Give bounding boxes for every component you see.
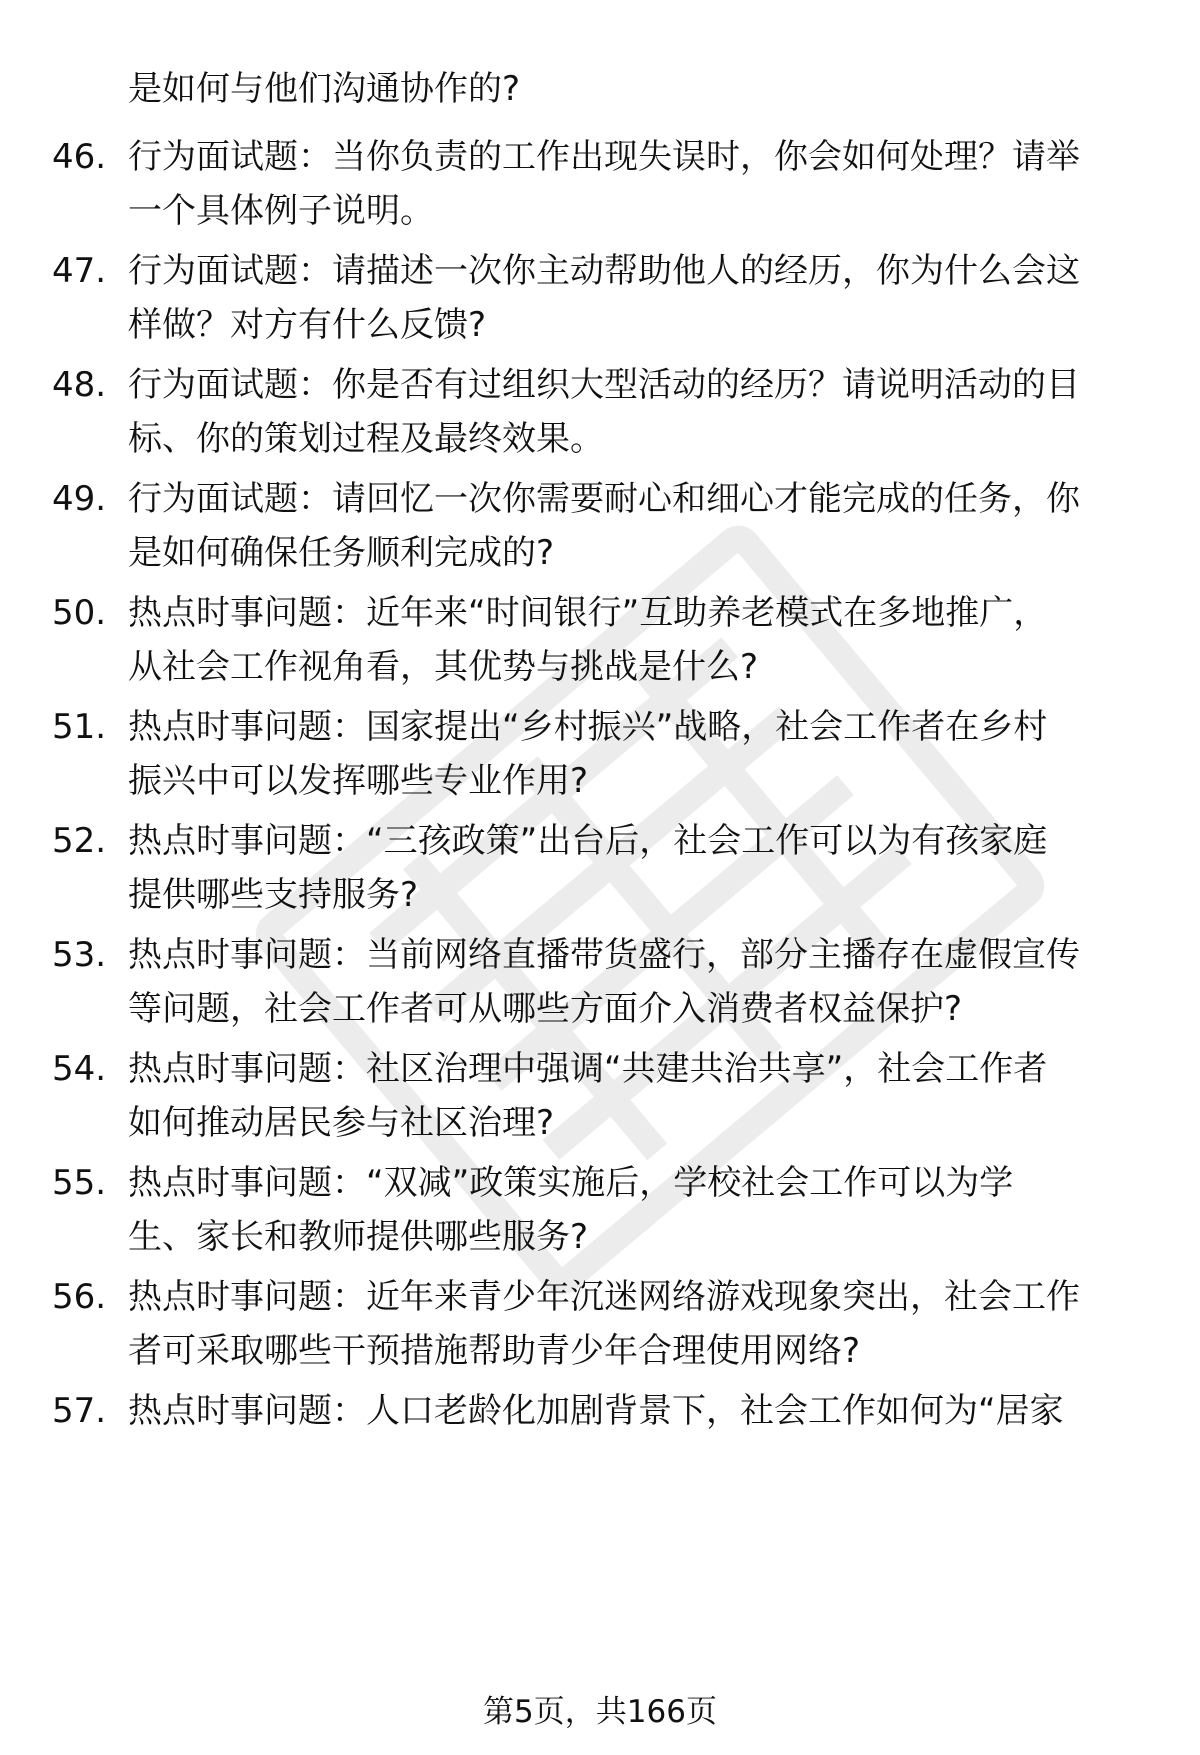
item-number: 55. [52, 1163, 107, 1203]
item-text: 行为面试题：你是否有过组织大型活动的经历？请说明活动的目 标、你的策划过程及最终效果。 [128, 365, 1080, 459]
item-text: 热点时事问题：国家提出“乡村振兴”战略，社会工作者在乡村 振兴中可以发挥哪些专业作用? [128, 707, 1048, 801]
item-number: 47. [52, 251, 107, 291]
item-text: 热点时事问题：“双减”政策实施后，学校社会工作可以为学 生、家长和教师提供哪些服务? [128, 1163, 1014, 1257]
item-text: 热点时事问题：社区治理中强调“共建共治共享”，社会工作者 如何推动居民参与社区治理? [128, 1049, 1048, 1143]
item-number: 57. [52, 1391, 107, 1431]
item-text: 行为面试题：请描述一次你主动帮助他人的经历，你为什么会这 样做？对方有什么反馈? [128, 251, 1080, 345]
item-number: 56. [52, 1277, 107, 1317]
item-text: 行为面试题：请回忆一次你需要耐心和细心才能完成的任务，你 是如何确保任务顺利完成的? [128, 479, 1080, 573]
page-footer: 第5页，共166页 [483, 1694, 717, 1730]
item-text: 热点时事问题：人口老龄化加剧背景下，社会工作如何为“居家 [128, 1391, 1064, 1431]
item-number: 48. [52, 365, 107, 405]
item-number: 50. [52, 593, 107, 633]
item-number: 49. [52, 479, 107, 519]
item-number: 54. [52, 1049, 107, 1089]
item-text: 热点时事问题：近年来“时间银行”互助养老模式在多地推广， 从社会工作视角看，其优势与挑战是什么? [128, 593, 1048, 687]
item-text: 行为面试题：当你负责的工作出现失误时，你会如何处理？请举 一个具体例子说明。 [128, 137, 1080, 231]
item-number: 46. [52, 137, 107, 177]
question-45-continuation: 是如何与他们沟通协作的? [128, 69, 521, 109]
item-number: 53. [52, 935, 107, 975]
item-text: 热点时事问题：当前网络直播带货盛行，部分主播存在虚假宣传 等问题，社会工作者可从哪些方面介入消费者权益保护? [128, 935, 1080, 1029]
item-text: 热点时事问题：“三孩政策”出台后，社会工作可以为有孩家庭 提供哪些支持服务? [128, 821, 1048, 915]
item-number: 51. [52, 707, 107, 747]
item-text: 热点时事问题：近年来青少年沉迷网络游戏现象突出，社会工作 者可采取哪些干预措施帮助青少年合理使用网络? [128, 1277, 1080, 1371]
item-number: 52. [52, 821, 107, 861]
